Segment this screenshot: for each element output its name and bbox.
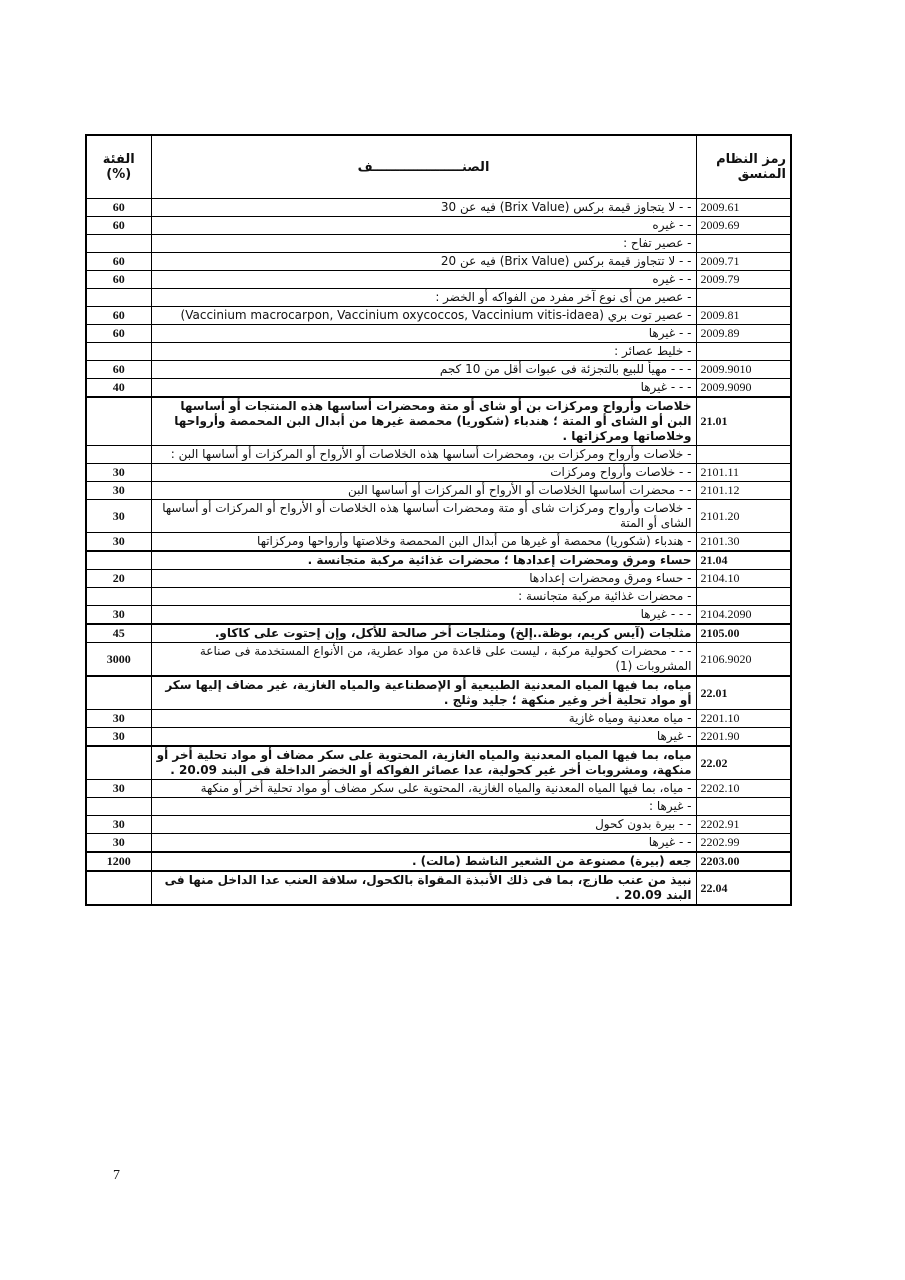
code-column-header: رمز النظام المنسق — [696, 135, 791, 199]
rate-cell: 60 — [86, 307, 151, 325]
rate-header-unit: (%) — [106, 167, 132, 182]
code-cell: 2101.20 — [696, 500, 791, 533]
description-cell: - - - مهيأ للبيع بالتجزئة فى عبوات أقل من 10 كجم — [151, 361, 696, 379]
table-row — [86, 271, 791, 289]
description-cell: - - محضرات أساسها الخلاصات أو الأرواح أو المركزات أو أساسها البن — [151, 482, 696, 500]
description-cell: - - لا يتجاوز قيمة بركس (Brix Value) فيه عن 30 — [151, 199, 696, 217]
description-cell: - مياه معدنية ومياه غازية — [151, 710, 696, 728]
table-row — [86, 217, 791, 235]
table-row — [86, 643, 791, 677]
description-cell: - حساء ومرق ومحضرات إعدادها — [151, 570, 696, 588]
code-cell: 21.04 — [696, 551, 791, 570]
description-cell: - غيرها : — [151, 798, 696, 816]
table-row — [86, 852, 791, 871]
description-cell: - عصير توت بري (Vaccinium macrocarpon, Vaccinium oxycoccos, Vaccinium vitis-idaea) — [151, 307, 696, 325]
table-row — [86, 289, 791, 307]
description-cell: - محضرات غذائية مركبة متجانسة : — [151, 588, 696, 606]
code-cell: 2101.12 — [696, 482, 791, 500]
code-cell — [696, 235, 791, 253]
table-header-row — [86, 135, 791, 199]
table-row — [86, 379, 791, 398]
rate-cell — [86, 397, 151, 446]
rate-cell: 1200 — [86, 852, 151, 871]
table-row — [86, 780, 791, 798]
table-row — [86, 676, 791, 710]
table-row — [86, 464, 791, 482]
table-row — [86, 606, 791, 625]
rate-cell — [86, 289, 151, 307]
table-row — [86, 482, 791, 500]
description-cell: مثلجات (آيس كريم، بوظة..إلخ) ومثلجات أخر صالحة للأكل، وإن إحتوت على كاكاو. — [151, 624, 696, 643]
rate-cell: 60 — [86, 271, 151, 289]
rate-cell: 30 — [86, 710, 151, 728]
rate-cell: 60 — [86, 199, 151, 217]
code-cell: 2101.30 — [696, 533, 791, 552]
code-cell: 2105.00 — [696, 624, 791, 643]
rate-cell — [86, 871, 151, 905]
rate-cell: 30 — [86, 816, 151, 834]
rate-cell: 30 — [86, 728, 151, 747]
code-cell: 2009.61 — [696, 199, 791, 217]
table-row — [86, 834, 791, 853]
description-cell: - عصير تفاح : — [151, 235, 696, 253]
description-cell: - - لا تتجاوز قيمة بركس (Brix Value) فيه عن 20 — [151, 253, 696, 271]
description-cell: - - خلاصات وأرواح ومركزات — [151, 464, 696, 482]
rate-cell — [86, 588, 151, 606]
rate-cell: 30 — [86, 500, 151, 533]
code-cell: 22.01 — [696, 676, 791, 710]
table-row — [86, 816, 791, 834]
description-column-header: الصنــــــــــــــــــــف — [151, 135, 696, 199]
rate-header-label: الفئة — [102, 152, 135, 167]
rate-cell: 30 — [86, 834, 151, 853]
rate-cell: 40 — [86, 379, 151, 398]
code-cell: 2202.99 — [696, 834, 791, 853]
description-cell: مياه، بما فيها المياه المعدنية والمياه الغازية، المحتوية على سكر مضاف أو مواد تحلية أخر أو منكهة، ومشروبات أخر غير كحولية، عدا عصائر الفواكه أو الخضر الداخلة فى البند 20.09 . — [151, 746, 696, 780]
table-row — [86, 588, 791, 606]
table-row — [86, 551, 791, 570]
rate-cell — [86, 446, 151, 464]
code-cell — [696, 446, 791, 464]
code-cell: 2201.10 — [696, 710, 791, 728]
code-cell: 2203.00 — [696, 852, 791, 871]
rate-cell: 3000 — [86, 643, 151, 677]
code-cell: 21.01 — [696, 397, 791, 446]
description-cell: - غيرها — [151, 728, 696, 747]
table-row — [86, 446, 791, 464]
rate-cell: 20 — [86, 570, 151, 588]
description-cell: - - غيره — [151, 217, 696, 235]
table-row — [86, 798, 791, 816]
rate-column-header — [86, 135, 151, 199]
rate-cell: 30 — [86, 780, 151, 798]
description-cell: حساء ومرق ومحضرات إعدادها ؛ محضرات غذائية مركبة متجانسة . — [151, 551, 696, 570]
code-cell: 2009.71 — [696, 253, 791, 271]
rate-cell — [86, 551, 151, 570]
rate-cell — [86, 746, 151, 780]
table-row — [86, 325, 791, 343]
rate-cell — [86, 343, 151, 361]
code-cell: 2202.10 — [696, 780, 791, 798]
table-row — [86, 728, 791, 747]
description-cell: - - بيرة بدون كحول — [151, 816, 696, 834]
description-cell: - خلاصات وأرواح ومركزات شاى أو متة ومحضرات أساسها هذه الخلاصات أو الأرواح أو المركزات أو أساسها الشاى أو المتة — [151, 500, 696, 533]
description-cell: - - - غيرها — [151, 606, 696, 625]
code-cell: 2202.91 — [696, 816, 791, 834]
table-row — [86, 624, 791, 643]
rate-cell — [86, 235, 151, 253]
description-cell: - - - محضرات كحولية مركبة ، ليست على قاعدة من مواد عطرية، من الأنواع المستخدمة فى صناعة المشروبات (1) — [151, 643, 696, 677]
description-cell: مياه، بما فيها المياه المعدنية الطبيعية أو الإصطناعية والمياه الغازية، غير مضاف إليها سكر أو مواد تحلية أخر وغير منكهة ؛ جليد وثلج . — [151, 676, 696, 710]
description-cell: - - غيرها — [151, 834, 696, 853]
code-cell: 2104.10 — [696, 570, 791, 588]
code-cell — [696, 588, 791, 606]
code-cell: 2009.81 — [696, 307, 791, 325]
rate-cell: 60 — [86, 325, 151, 343]
table-row — [86, 199, 791, 217]
description-cell: - - - غيرها — [151, 379, 696, 398]
description-cell: جعه (بيرة) مصنوعة من الشعير الناشط (مالت) . — [151, 852, 696, 871]
table-row — [86, 710, 791, 728]
rate-cell: 30 — [86, 482, 151, 500]
rate-cell — [86, 798, 151, 816]
tariff-table — [85, 134, 792, 906]
code-cell: 2009.69 — [696, 217, 791, 235]
table-row — [86, 746, 791, 780]
description-cell: - مياه، بما فيها المياه المعدنية والمياه الغازية، المحتوية على سكر مضاف أو مواد تحلية أخر أو منكهة — [151, 780, 696, 798]
description-cell: نبيذ من عنب طازج، بما فى ذلك الأنبذة المقواة بالكحول، سلافة العنب عدا الداخل منها فى البند 20.09 . — [151, 871, 696, 905]
table-body — [86, 199, 791, 906]
rate-cell — [86, 676, 151, 710]
code-cell — [696, 798, 791, 816]
description-cell: - - غيره — [151, 271, 696, 289]
table-row — [86, 343, 791, 361]
rate-cell: 30 — [86, 464, 151, 482]
description-cell: - خلاصات وأرواح ومركزات بن، ومحضرات أساسها هذه الخلاصات أو الأرواح أو المركزات أو أساسها البن : — [151, 446, 696, 464]
description-cell: خلاصات وأرواح ومركزات بن أو شاى أو متة ومحضرات أساسها هذه المنتجات أو أساسها البن أو الشاى أو المتة ؛ هندباء (شكوريا) محمصة غيرها من أبدال البن المحمصة وأرواحها وخلاصاتها ومركزاتها . — [151, 397, 696, 446]
rate-cell: 30 — [86, 533, 151, 552]
rate-cell: 60 — [86, 253, 151, 271]
code-cell: 22.04 — [696, 871, 791, 905]
table-row — [86, 500, 791, 533]
table-row — [86, 397, 791, 446]
table-row — [86, 235, 791, 253]
code-cell: 2009.9090 — [696, 379, 791, 398]
code-cell — [696, 343, 791, 361]
description-cell: - - غيرها — [151, 325, 696, 343]
code-cell: 2009.89 — [696, 325, 791, 343]
description-cell: - عصير من أى نوع آخر مفرد من الفواكه أو الخضر : — [151, 289, 696, 307]
table-row — [86, 533, 791, 552]
code-cell: 2106.9020 — [696, 643, 791, 677]
rate-cell: 30 — [86, 606, 151, 625]
code-cell: 2201.90 — [696, 728, 791, 747]
code-cell: 2104.2090 — [696, 606, 791, 625]
code-cell: 2101.11 — [696, 464, 791, 482]
description-cell: - خليط عصائر : — [151, 343, 696, 361]
rate-cell: 60 — [86, 361, 151, 379]
rate-cell: 60 — [86, 217, 151, 235]
page-number: 7 — [113, 1168, 120, 1183]
table-row — [86, 253, 791, 271]
table-row — [86, 307, 791, 325]
description-cell: - هندباء (شكوريا) محمصة أو غيرها من أبدال البن المحمصة وخلاصتها وأرواحها ومركزاتها — [151, 533, 696, 552]
code-cell: 22.02 — [696, 746, 791, 780]
rate-cell: 45 — [86, 624, 151, 643]
table-row — [86, 570, 791, 588]
code-cell: 2009.79 — [696, 271, 791, 289]
table-row — [86, 871, 791, 905]
code-cell — [696, 289, 791, 307]
table-row — [86, 361, 791, 379]
code-cell: 2009.9010 — [696, 361, 791, 379]
